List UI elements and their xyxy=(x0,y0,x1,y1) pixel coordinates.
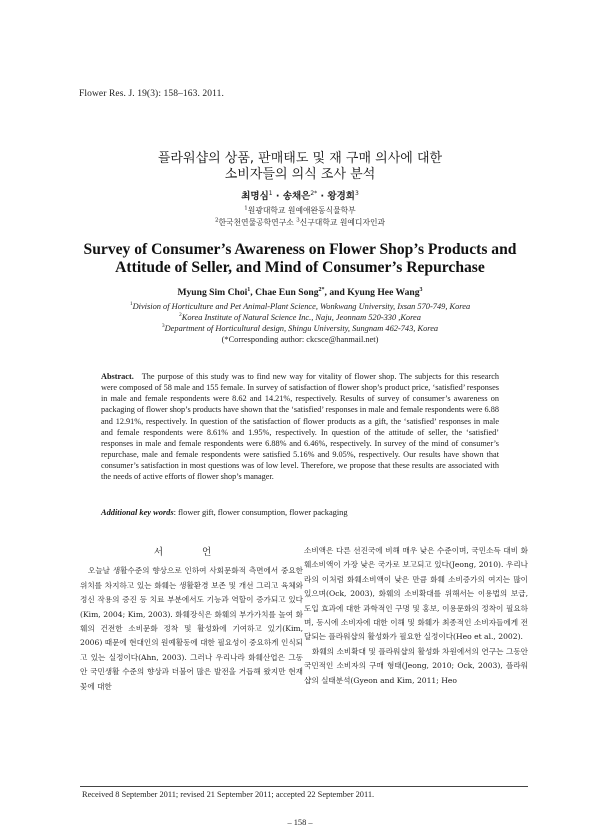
english-affiliation-1 xyxy=(0,301,600,311)
journal-reference: Flower Res. J. 19(3): 158–163. 2011. xyxy=(79,89,224,99)
english-title-line-2: Attitude of Seller, and Mind of Consumer’s Repurchase xyxy=(115,259,485,276)
keywords-label: Additional key words xyxy=(101,508,174,517)
affiliation-text: 원광대학교 원예애완동식물학부 xyxy=(247,206,356,215)
footnote-divider xyxy=(80,786,528,787)
affiliation-text: Korea Institute of Natural Science Inc., Naju, Jeonnam 520-330 ,Korea xyxy=(181,312,421,322)
keywords-text: : flower gift, flower consumption, flower packaging xyxy=(173,508,348,517)
english-affiliation-2 xyxy=(0,312,600,322)
page-number: – 158 – xyxy=(287,818,313,827)
right-column xyxy=(304,544,528,688)
affiliation-text: 한국천연물공학연구소 xyxy=(218,218,297,227)
korean-affiliation-2-3 xyxy=(0,217,600,228)
author-separator: , xyxy=(250,287,256,299)
english-affiliation-3 xyxy=(0,323,600,333)
affiliation-text: Division of Horticulture and Pet Animal-Plant Science, Wonkwang University, Ixsan 570-749, Korea xyxy=(132,301,471,311)
english-authors xyxy=(0,287,600,298)
affiliation-sup: 2 xyxy=(179,312,182,318)
english-author-3: Kyung Hee Wang xyxy=(347,287,420,299)
author-1-sup: 1 xyxy=(247,287,251,293)
affiliation-text: 신구대학교 원예디자인과 xyxy=(299,218,386,227)
author-separator: , and xyxy=(324,287,348,299)
abstract-text: The purpose of this study was to find new way for vitality of flower shop. The subjects for this research were composed of 58 male and 155 female. In survey of satisfaction of flower shop’s product price, ‘satisfied’ responses in male and female respondents were 8.62 and 14.21%, respectively. Results of survey of consumer’s awareness on packaging of flower shop’s products have shown that the ‘satisfied’ responses in male and female respondents were 6.88 and 12.91%, respectively. In question of the satisfaction of flower products as a gift, the ‘satisfied’ responses in male and female respondents were 8.61% and 1.95%, respectively. In question of the attitude of seller, the ‘satisfied’ responses in male and female respondents were 6.88% and 6.46%, respectively. In survey of the mind of consumer’s repurchase, male and female respondents were satisfied 5.16% and 9.05%, respectively. Our results have shown that consumer’s satisfaction in most questions was of low level. Therefore, we propose that these results are associated with the needs of active efforts of flower shop’s manager. xyxy=(101,372,499,482)
paragraph: 소비액은 다른 선진국에 비해 매우 낮은 수준이며, 국민소득 대비 화훼소비액이 가장 낮은 국가로 보고되고 있다(Jeong, 2010). 우리나라의 이처럼 화훼소비액이 낮은 만큼 화훼 소비증가의 여지는 많이 있으며(Ock, 2003), 화훼의 소비확대를 위해서는 이용법의 보급, 도입 효과에 대한 과학적인 구명 및 홍보, 이용문화의 정착이 필요하며, 동시에 소비자에 대한 이해 및 화훼가 최종적인 소비자들에게 전달되는 플라워샵의 활성화가 필요한 실정이다(Heo et al., 2002). xyxy=(304,546,528,642)
author-1-sup: 1 xyxy=(268,189,273,197)
korean-authors xyxy=(0,188,600,202)
section-heading-introduction: 서 언 xyxy=(153,547,230,558)
left-column xyxy=(80,544,303,694)
author-3-sup: 3 xyxy=(419,287,423,293)
korean-author-1: 최명심 xyxy=(241,191,269,202)
korean-title-line-1: 플라워샵의 상품, 판매태도 및 재 구매 의사에 대한 xyxy=(157,151,443,166)
english-author-2: Chae Eun Song xyxy=(255,287,319,299)
abstract-label: Abstract. xyxy=(101,372,134,381)
paragraph: 오늘날 생활수준의 향상으로 인하여 사회문화적 측면에서 중요한 위치를 차지하고 있는 화훼는 생활환경 보존 및 개선 그리고 육체와 정신 작용의 증진 등 치료 부분에서도 기능과 역할이 증가되고 있다(Kim, 2004; Kim, 2003). 화훼장식은 화훼의 부가가치를 높여 화훼의 건전한 소비문화 정착 및 활성화에 기여하고 있기(Kim, 2006) 때문에 현대인의 원예활동에 대한 필요성이 중요하게 인식되고 있는 실정이다(Ahn, 2003). 그러나 우리나라 화훼산업은 그동안 국민생활 수준의 향상과 더불어 많은 발전을 거듭해 왔지만 현재 꽃에 대한 xyxy=(80,566,303,691)
author-separator: · xyxy=(272,191,283,202)
affiliation-sup: 3 xyxy=(296,217,300,224)
author-3-sup: 3 xyxy=(354,189,359,197)
additional-keywords xyxy=(101,508,501,517)
english-author-1: Myung Sim Choi xyxy=(177,287,248,299)
received-dates: Received 8 September 2011; revised 21 September 2011; accepted 22 September 2011. xyxy=(82,790,375,799)
affiliation-sup: 1 xyxy=(129,301,133,307)
affiliation-sup: 1 xyxy=(244,205,248,212)
affiliation-sup: 3 xyxy=(161,323,165,329)
author-separator: · xyxy=(317,191,328,202)
korean-title-line-2: 소비자들의 의식 조사 분석 xyxy=(224,167,376,182)
english-title-line-1: Survey of Consumer’s Awareness on Flower Shop’s Products and xyxy=(83,241,517,258)
affiliation-sup: 2 xyxy=(214,217,219,224)
author-2-sup: 2* xyxy=(310,189,318,197)
author-2-sup: 2* xyxy=(318,287,325,293)
corresponding-author: (*Corresponding author: ckcsce@hanmail.net) xyxy=(221,335,379,344)
korean-author-2: 송채은 xyxy=(282,191,311,202)
abstract xyxy=(101,371,499,483)
paragraph: 화훼의 소비확대 및 플라워샵의 활성화 차원에서의 연구는 그동안 국민적인 소비자의 구매 형태(Jeong, 2010; Ock, 2003), 플라워샵의 실태분석(Gyeon and Kim, 2011; Heo xyxy=(304,646,528,685)
korean-affiliation-1 xyxy=(0,205,600,216)
korean-author-3: 왕경희 xyxy=(327,191,355,202)
affiliation-text: Department of Horticultural design, Shingu University, Sungnam 462-743, Korea xyxy=(164,323,439,333)
